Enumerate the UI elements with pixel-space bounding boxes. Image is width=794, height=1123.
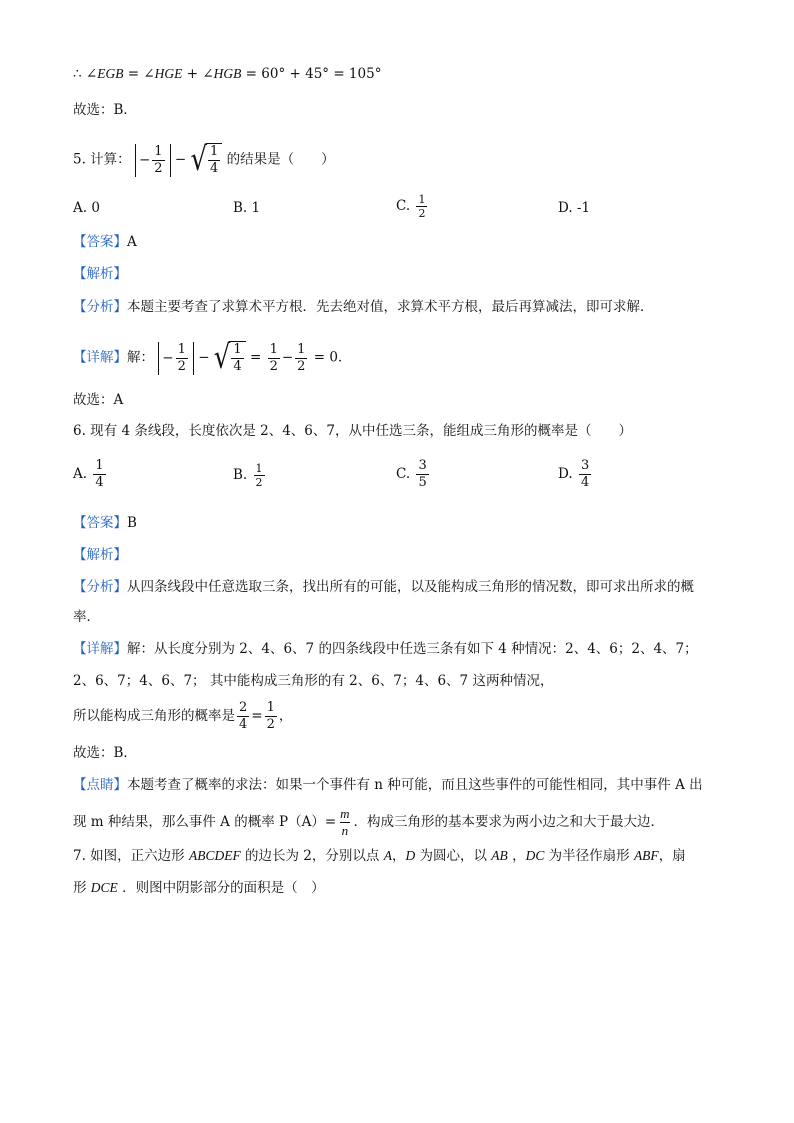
q5-option-d: D. -1 [558, 200, 591, 216]
q5-option-a: A. 0 [73, 200, 100, 216]
absolute-value: − $\frac{1}{2}$ [135, 144, 171, 177]
q6-dianjing-1: 【点睛】本题考查了概率的求法：如果一个事件有 n 种可能，而且这些事件的可能性相同，其中事件 A 出 [73, 777, 703, 793]
square-root: √ $\frac{1}{4}$ [190, 143, 222, 177]
radical-icon: √ [213, 339, 231, 377]
q5-choose: 故选：A [73, 392, 124, 408]
q5-fenxi: 【分析】本题主要考查了求算术平方根．先去绝对值，求算术平方根，最后再算减法，即可求解． [73, 299, 654, 315]
question-5-stem: 5. 计算： − $\frac{1}{2}$ − √ $\frac{1}{4}$ 的结果是（ ） [73, 141, 335, 179]
question-7-stem-2: 形 DCE ．则图中阴影部分的面积是（ ） [73, 880, 325, 896]
q6-detail-1: 【详解】解：从长度分别为 2、4、6、7 的四条线段中任选三条有如下 4 种情况：2、4、6；2、4、7； [73, 641, 698, 657]
q6-option-b: B. $\frac{1}{2}$ [233, 462, 263, 489]
q5-option-c: C. $\frac{1}{2}$ [396, 193, 426, 220]
q5-detail: 【详解】解： − $\frac{1}{2}$ − √ $\frac{1}{4}$ = $\frac{1}{2}$ − $\frac{1}{2}$ = 0． [73, 339, 352, 377]
fraction: $\frac{1}{2}$ [154, 143, 163, 176]
radical-icon: √ [190, 141, 208, 179]
choose-line-prev: 故选：B． [73, 102, 137, 118]
q5-option-b: B. 1 [233, 200, 261, 216]
q6-option-c: C. $\frac{3}{5}$ [396, 458, 427, 490]
q6-detail-2: 2、6、7；4、6、7； 其中能构成三角形的有 2、6、7；4、6、7 这两种情况， [73, 673, 554, 689]
question-7-stem-1: 7. 如图，正六边形 ABCDEF 的边长为 2，分别以点 A，D 为圆心，以 AB ，DC 为半径作扇形 ABF，扇 [73, 848, 686, 864]
angle-equation: ∴ ∠EGB = ∠HGE + ∠HGB = 60° + 45° = 105° [73, 66, 382, 82]
q6-choose: 故选：B． [73, 745, 137, 761]
q6-dianjing-2: 现 m 种结果，那么事件 A 的概率 P（A）= $\frac{m}{n}$ ．构成三角形的基本要求为两小边之和大于最大边． [73, 806, 665, 838]
therefore-symbol: ∴ [73, 66, 82, 82]
q6-detail-3: 所以能构成三角形的概率是 $\frac{2}{4}$ = $\frac{1}{2}$ ， [73, 700, 293, 732]
q6-fenxi-1: 【分析】从四条线段中任意选取三条，找出所有的可能，以及能构成三角形的情况数，即可求出所求的概 [73, 579, 694, 595]
q6-option-d: D. $\frac{3}{4}$ [558, 458, 590, 490]
q5-analysis-label: 【解析】 [73, 266, 127, 282]
q6-answer: 【答案】B [73, 515, 137, 531]
q6-analysis-label: 【解析】 [73, 547, 127, 563]
q6-fenxi-2: 率． [73, 609, 100, 625]
q6-option-a: A. $\frac{1}{4}$ [73, 458, 104, 490]
q5-answer: 【答案】A [73, 234, 137, 250]
question-6-stem: 6. 现有 4 条线段，长度依次是 2、4、6、7，从中任选三条，能组成三角形的概率是（ ） [73, 423, 632, 439]
